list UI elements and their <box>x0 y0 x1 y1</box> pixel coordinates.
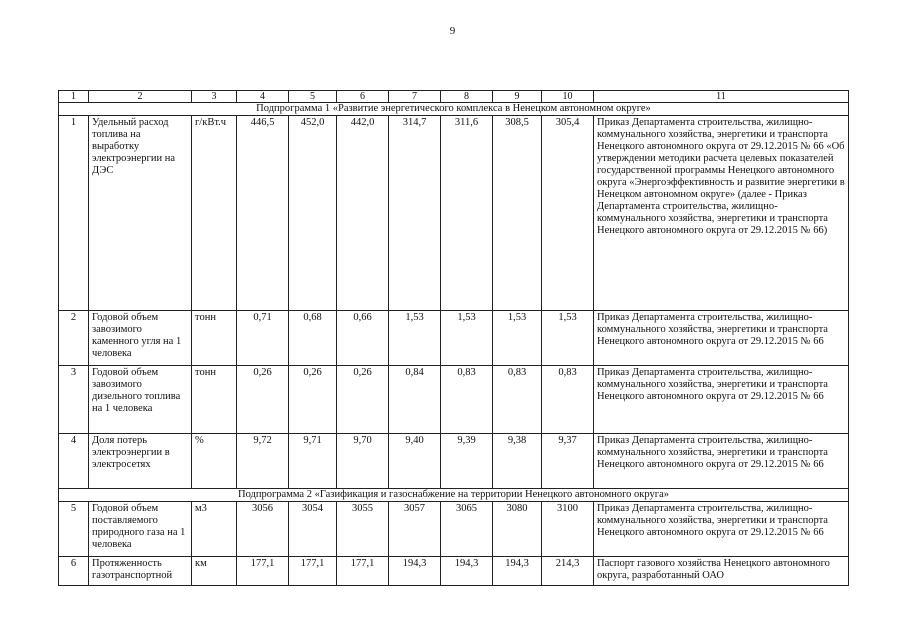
value-cell: 9,39 <box>441 434 493 489</box>
value-cell: 446,5 <box>237 116 289 311</box>
column-header: 5 <box>289 91 337 103</box>
value-cell: 0,26 <box>337 366 389 434</box>
value-cell: 9,37 <box>542 434 594 489</box>
value-cell: 9,70 <box>337 434 389 489</box>
value-cell: 452,0 <box>289 116 337 311</box>
indicator-name: Протяженность газотранспортной <box>89 557 192 586</box>
table-row <box>59 502 849 557</box>
value-cell: 0,66 <box>337 311 389 366</box>
row-number: 2 <box>59 311 89 366</box>
column-header: 11 <box>594 91 849 103</box>
value-cell: 177,1 <box>337 557 389 586</box>
row-number: 6 <box>59 557 89 586</box>
column-header: 8 <box>441 91 493 103</box>
unit: % <box>192 434 237 489</box>
column-header: 2 <box>89 91 192 103</box>
source-text: Приказ Департамента строительства, жилищно-коммунального хозяйства, энергетики и транспорта Ненецкого автономного округа от 29.12.2015 № 66 <box>594 311 849 366</box>
value-cell: 214,3 <box>542 557 594 586</box>
indicator-name: Доля потерь электроэнергии в электросетях <box>89 434 192 489</box>
value-cell: 0,83 <box>542 366 594 434</box>
row-number: 3 <box>59 366 89 434</box>
indicators-table <box>58 90 849 586</box>
column-header: 9 <box>493 91 542 103</box>
value-cell: 0,83 <box>493 366 542 434</box>
row-number: 5 <box>59 502 89 557</box>
value-cell: 305,4 <box>542 116 594 311</box>
value-cell: 0,26 <box>237 366 289 434</box>
unit: тонн <box>192 311 237 366</box>
subprogram-title: Подпрограмма 1 «Развитие энергетического комплекса в Ненецком автономном округе» <box>59 103 849 116</box>
value-cell: 9,71 <box>289 434 337 489</box>
unit: м3 <box>192 502 237 557</box>
value-cell: 308,5 <box>493 116 542 311</box>
value-cell: 442,0 <box>337 116 389 311</box>
value-cell: 9,38 <box>493 434 542 489</box>
value-cell: 194,3 <box>493 557 542 586</box>
value-cell: 311,6 <box>441 116 493 311</box>
indicator-name: Годовой объем завозимого дизельного топлива на 1 человека <box>89 366 192 434</box>
table-row <box>59 311 849 366</box>
subprogram-row <box>59 489 849 502</box>
table-row <box>59 366 849 434</box>
column-number-row <box>59 91 849 103</box>
value-cell: 9,72 <box>237 434 289 489</box>
source-text: Приказ Департамента строительства, жилищно-коммунального хозяйства, энергетики и транспорта Ненецкого автономного округа от 29.12.2015 № 66 <box>594 434 849 489</box>
value-cell: 0,84 <box>389 366 441 434</box>
unit: тонн <box>192 366 237 434</box>
row-number: 1 <box>59 116 89 311</box>
indicator-name: Годовой объем поставляемого природного газа на 1 человека <box>89 502 192 557</box>
value-cell: 3057 <box>389 502 441 557</box>
table-row <box>59 557 849 586</box>
column-header: 6 <box>337 91 389 103</box>
value-cell: 3056 <box>237 502 289 557</box>
value-cell: 0,68 <box>289 311 337 366</box>
source-text: Приказ Департамента строительства, жилищно-коммунального хозяйства, энергетики и транспорта Ненецкого автономного округа от 29.12.2015 № 66 <box>594 502 849 557</box>
subprogram-row <box>59 103 849 116</box>
row-number: 4 <box>59 434 89 489</box>
subprogram-title: Подпрограмма 2 «Газификация и газоснабжение на территории Ненецкого автономного округа» <box>59 489 849 502</box>
column-header: 4 <box>237 91 289 103</box>
value-cell: 314,7 <box>389 116 441 311</box>
table-row <box>59 434 849 489</box>
source-text: Приказ Департамента строительства, жилищно-коммунального хозяйства, энергетики и транспорта Ненецкого автономного округа от 29.12.2015 № 66 <box>594 366 849 434</box>
value-cell: 1,53 <box>389 311 441 366</box>
column-header: 10 <box>542 91 594 103</box>
value-cell: 3100 <box>542 502 594 557</box>
source-text: Приказ Департамента строительства, жилищно-коммунального хозяйства, энергетики и транспорта Ненецкого автономного округа от 29.12.2015 № 66 «Об утверждении методики расчета целевых показателей государственной программы Ненецкого автономного округа «Энергоэффективность и развитие энергетики в Ненецком автономном округе» (далее - Приказ Департамента строительства, жилищно-коммунального хозяйства, энергетики и транспорта Ненецкого автономного округа от 29.12.2015 № 66) <box>594 116 849 311</box>
unit: г/кВт.ч <box>192 116 237 311</box>
value-cell: 1,53 <box>493 311 542 366</box>
value-cell: 3065 <box>441 502 493 557</box>
value-cell: 1,53 <box>441 311 493 366</box>
column-header: 3 <box>192 91 237 103</box>
source-text: Паспорт газового хозяйства Ненецкого автономного округа, разработанный ОАО <box>594 557 849 586</box>
value-cell: 3080 <box>493 502 542 557</box>
value-cell: 177,1 <box>237 557 289 586</box>
indicator-name: Годовой объем завозимого каменного угля на 1 человека <box>89 311 192 366</box>
value-cell: 0,71 <box>237 311 289 366</box>
indicator-name: Удельный расход топлива на выработку электроэнергии на ДЭС <box>89 116 192 311</box>
value-cell: 177,1 <box>289 557 337 586</box>
table-row <box>59 116 849 311</box>
value-cell: 9,40 <box>389 434 441 489</box>
value-cell: 194,3 <box>389 557 441 586</box>
column-header: 7 <box>389 91 441 103</box>
value-cell: 3055 <box>337 502 389 557</box>
value-cell: 194,3 <box>441 557 493 586</box>
value-cell: 3054 <box>289 502 337 557</box>
value-cell: 1,53 <box>542 311 594 366</box>
unit: км <box>192 557 237 586</box>
page-number: 9 <box>449 25 456 37</box>
value-cell: 0,26 <box>289 366 337 434</box>
value-cell: 0,83 <box>441 366 493 434</box>
column-header: 1 <box>59 91 89 103</box>
